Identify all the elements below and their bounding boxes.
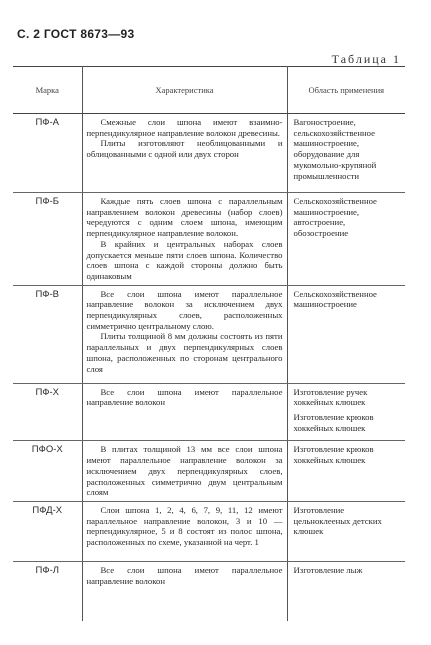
application-text: Изготовление крюков хоккейных клюшек: [293, 444, 374, 466]
application-text: Сельскохозяйственное машиностроение, автостроение, обозостроение: [293, 196, 377, 239]
row-mark: ПФД-Х: [13, 501, 82, 561]
row-mark: ПФ-А: [13, 114, 82, 193]
row-application: [287, 383, 405, 441]
row-characteristics: [82, 441, 287, 502]
characteristics-paragraph: Слои шпона 1, 2, 4, 6, 7, 9, 11, 12 имеют параллельное направление волокон, 3 и 10 — перпендикулярное, 5 и 8 состоят из полос шпона, расположенных по схеме, указанной на черт. 1: [86, 504, 283, 548]
column-header-application: Область применения: [287, 67, 405, 114]
application-text: Изготовление крюков хоккейных клюшек: [293, 412, 374, 433]
table-label: Таблица 1: [331, 52, 401, 66]
row-mark: ПФ-В: [13, 285, 82, 383]
characteristics-paragraph: Все слои шпона имеют параллельное направление волокон: [86, 386, 283, 408]
application-text: Изготовление лыж: [293, 564, 363, 575]
table-row: [13, 561, 405, 621]
row-characteristics: [82, 501, 287, 561]
column-header-characteristics: Характеристика: [82, 67, 287, 114]
characteristics-paragraph: Плиты толщиной 8 мм должны состоять из пяти параллельных и двух перпендикулярных слоев шпона, расположенных по сторонам центрального слоя: [86, 331, 283, 374]
characteristics-paragraph: Все слои шпона имеют параллельное направление волокон за исключением двух перпендикулярных слоев, расположенных симметрично центральному слою.: [86, 288, 283, 331]
row-application: [287, 561, 405, 621]
row-mark: ПФ-Х: [13, 383, 82, 441]
table-row: [13, 193, 405, 286]
page-header: С. 2 ГОСТ 8673—93: [17, 27, 135, 41]
table-row: [13, 383, 405, 441]
row-characteristics: [82, 383, 287, 441]
characteristics-paragraph: Все слои шпона имеют параллельное направление волокон: [86, 564, 283, 586]
row-mark: ПФО-Х: [13, 441, 82, 502]
row-mark: ПФ-Б: [13, 193, 82, 286]
standard-table: [13, 66, 405, 621]
row-characteristics: [82, 193, 287, 286]
row-application: [287, 193, 405, 286]
characteristics-paragraph: В плитах толщиной 13 мм все слои шпона имеют параллельное направление волокон за исключением двух перпендикулярных слоев, расположенных симметрично двум центральным слоям: [86, 444, 283, 498]
row-application: [287, 501, 405, 561]
characteristics-paragraph: Каждые пять слоев шпона с параллельным направлением волокон древесины (набор слоев) чередуются с одним слоем шпона, имеющим перпендикулярное направление волокон.: [86, 196, 283, 239]
row-characteristics: [82, 114, 287, 193]
table-row: [13, 501, 405, 561]
row-characteristics: [82, 285, 287, 383]
row-application: [287, 114, 405, 193]
characteristics-paragraph: Плиты изготовляют необлицованными и облицованными с одной или двух сторон: [86, 138, 283, 160]
row-application: [287, 285, 405, 383]
table-header-row: [13, 67, 405, 114]
row-characteristics: [82, 561, 287, 621]
table-row: [13, 441, 405, 502]
row-mark: ПФ-Л: [13, 561, 82, 621]
application-text: Сельскохозяйственное машиностроение: [293, 288, 377, 310]
table-row: [13, 114, 405, 193]
characteristics-paragraph: В крайних и центральных наборах слоев допускается меньше пяти слоев шпона. Количество слоев шпона с каждой стороны должно быть одинаковым: [86, 238, 283, 281]
application-text: Изготовление ручек хоккейных клюшек: [293, 386, 368, 408]
table-row: [13, 285, 405, 383]
application-text: Вагоностроение, сельскохозяйственное машиностроение, оборудование для мукомольно-крупяной промышленности: [293, 117, 377, 181]
characteristics-paragraph: Смежные слои шпона имеют взаимно-перпендикулярное направление волокон древесины.: [86, 117, 283, 138]
row-application: [287, 441, 405, 502]
application-text: Изготовление цельноклееных детских клюшек: [293, 504, 382, 537]
column-header-mark: Марка: [13, 67, 82, 114]
